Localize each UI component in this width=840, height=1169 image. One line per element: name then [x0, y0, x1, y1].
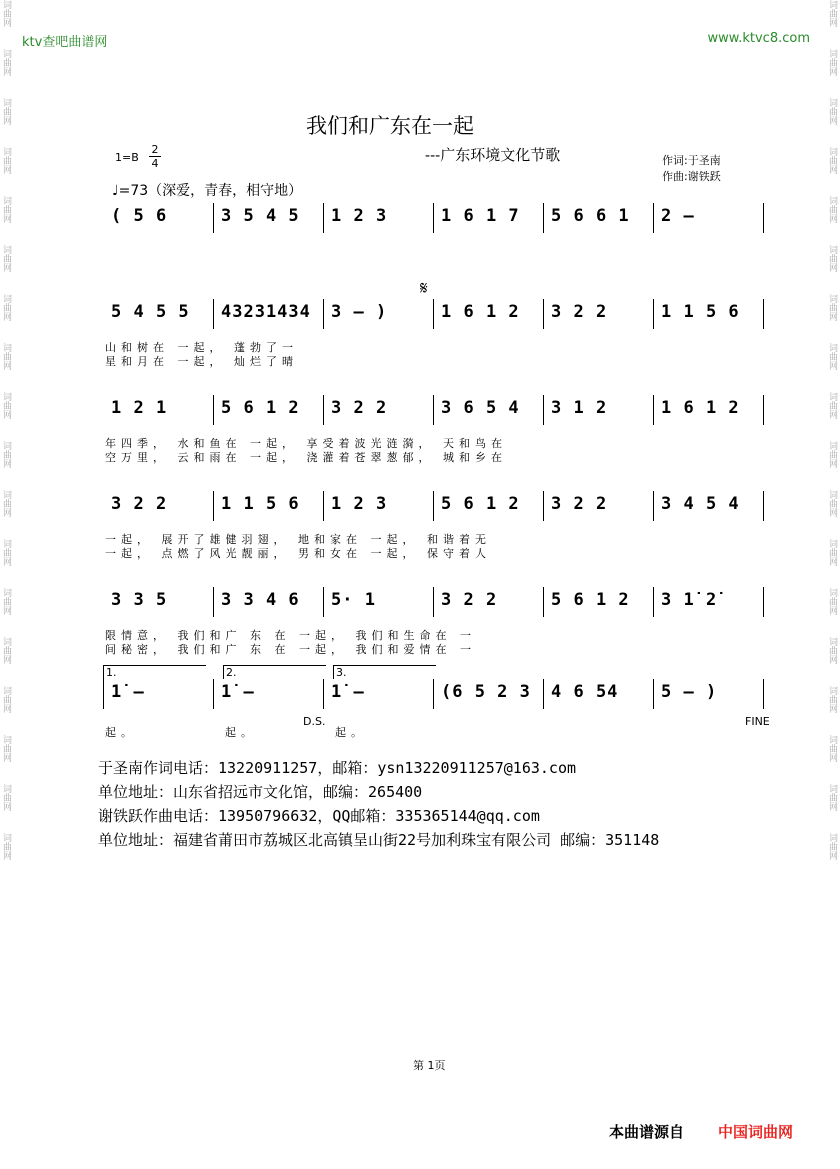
side-watermark-text: 词曲网 [827, 833, 837, 860]
measure: 43231434 [221, 302, 311, 322]
footer-brand-link[interactable]: 中国词曲网 [718, 1123, 794, 1141]
measure: 3 3 5 [111, 590, 168, 610]
barline [433, 395, 434, 425]
barline [213, 491, 214, 521]
side-watermark-text: 词曲网 [827, 735, 837, 762]
barline [433, 299, 434, 329]
barline [653, 299, 654, 329]
side-watermark-text: 词曲网 [827, 245, 837, 272]
measure: 3 4 5 4 [661, 494, 740, 514]
measure: 1̇ – [331, 682, 365, 702]
measure: 3 2 2 [551, 302, 608, 322]
barline [433, 679, 434, 709]
contact-line-4: 单位地址：福建省莆田市荔城区北高镇呈山街22号加利珠宝有限公司 邮编：351148 [98, 831, 660, 849]
side-watermark-text: 词曲网 [827, 490, 837, 517]
barline [103, 679, 104, 709]
quarter-note-icon: ♩ [112, 183, 119, 199]
side-watermark-text: 词曲网 [1, 245, 11, 272]
barline [763, 587, 764, 617]
side-watermark-text: 词曲网 [827, 588, 837, 615]
composer-credit: 作曲:谢铁跃 [662, 170, 721, 183]
measure: 1 2 3 [331, 494, 388, 514]
side-watermark-text: 词曲网 [827, 98, 837, 125]
measure: 1 6 1 2 [441, 302, 520, 322]
barline [323, 299, 324, 329]
barline [213, 203, 214, 233]
tempo-text: =73（深爱，青春，相守地） [118, 183, 303, 199]
site-name-header[interactable]: ktv查吧曲谱网 [22, 35, 108, 50]
side-watermark-text: 词曲网 [1, 196, 11, 223]
measure: 1 6 1 2 [661, 398, 740, 418]
lyric-line: 起。 [105, 726, 137, 739]
lyric-line: 起。 [335, 726, 367, 739]
barline [213, 679, 214, 709]
measure: (6 5 2 3 [441, 682, 531, 702]
measure: 3 2 2 [111, 494, 168, 514]
side-watermark-text: 词曲网 [827, 294, 837, 321]
measure: 1 2 3 [331, 206, 388, 226]
measure: 1̇ – [111, 682, 145, 702]
barline [323, 491, 324, 521]
side-watermark-text: 词曲网 [827, 49, 837, 76]
barline [323, 395, 324, 425]
barline [543, 299, 544, 329]
side-watermark-text: 词曲网 [1, 588, 11, 615]
side-watermark-text: 词曲网 [1, 98, 11, 125]
side-watermark-text: 词曲网 [1, 49, 11, 76]
measure: 3 – ) [331, 302, 388, 322]
lyric-line: 限情意， 我们和广 东 在 一起， 我们和生命在 一 [105, 629, 476, 642]
contact-line-2: 单位地址：山东省招远市文化馆，邮编：265400 [98, 783, 423, 801]
lyric-line: 年四季， 水和鱼在 一起， 享受着波光涟漪， 天和鸟在 [105, 437, 507, 450]
barline [323, 679, 324, 709]
measure: 3 1 2 [551, 398, 608, 418]
barline [763, 491, 764, 521]
side-watermark-text: 词曲网 [827, 539, 837, 566]
measure: ( 5 6 [111, 206, 168, 226]
side-watermark-text: 词曲网 [827, 196, 837, 223]
side-watermark-text: 词曲网 [827, 686, 837, 713]
side-watermark-text: 词曲网 [827, 637, 837, 664]
volta-bracket: 2. [223, 665, 326, 679]
barline [653, 679, 654, 709]
lyric-line: 山和树在 一起， 蓬勃了一 [105, 341, 298, 354]
side-watermark-text: 词曲网 [1, 833, 11, 860]
measure: 1 6 1 7 [441, 206, 520, 226]
key-signature: 1=B [115, 151, 139, 164]
time-signature [149, 143, 161, 170]
segno-icon: 𝄋 [420, 278, 428, 299]
barline [433, 491, 434, 521]
measure: 5· 1 [331, 590, 376, 610]
contact-line-3: 谢铁跃作曲电话：13950796632，QQ邮箱：335365144@qq.com [98, 807, 540, 825]
barline [653, 395, 654, 425]
site-url-header[interactable]: www.ktvc8.com [707, 31, 810, 46]
barline [543, 679, 544, 709]
barline [543, 203, 544, 233]
side-watermark-text: 词曲网 [827, 441, 837, 468]
barline [763, 395, 764, 425]
lyric-line: 一起， 点燃了风光靓丽， 男和女在 一起， 保守着人 [105, 547, 491, 560]
ds-marking: D.S. [303, 715, 326, 728]
volta-bracket: 1. [103, 665, 206, 679]
lyric-line: 星和月在 一起， 灿烂了晴 [105, 355, 298, 368]
measure: 3 2 2 [331, 398, 388, 418]
measure: 5 6 1 2 [441, 494, 520, 514]
side-watermark-text: 词曲网 [1, 0, 11, 27]
measure: 3 2 2 [551, 494, 608, 514]
page-number: 第 1页 [413, 1059, 446, 1072]
measure: 4 6 54 [551, 682, 619, 702]
side-watermark-text: 词曲网 [1, 147, 11, 174]
measure: 1 1 5 6 [661, 302, 740, 322]
fine-marking: FINE [745, 715, 770, 728]
side-watermark-text: 词曲网 [1, 490, 11, 517]
barline [213, 587, 214, 617]
barline [653, 491, 654, 521]
measure: 5 6 6 1 [551, 206, 630, 226]
measure: 5 6 1 2 [221, 398, 300, 418]
lyric-line: 起。 [225, 726, 257, 739]
side-watermark-text: 词曲网 [827, 784, 837, 811]
barline [543, 587, 544, 617]
side-watermark-text: 词曲网 [1, 735, 11, 762]
barline [653, 203, 654, 233]
barline [763, 299, 764, 329]
measure: 3 3 4 6 [221, 590, 300, 610]
barline [543, 395, 544, 425]
measure: 2 – [661, 206, 695, 226]
measure: 3 6 5 4 [441, 398, 520, 418]
barline [653, 587, 654, 617]
barline [433, 587, 434, 617]
song-title: 我们和广东在一起 [306, 114, 474, 138]
footer-source-label: 本曲谱源自 [609, 1123, 685, 1141]
measure: 5 6 1 2 [551, 590, 630, 610]
barline [213, 299, 214, 329]
measure: 1 2 1 [111, 398, 168, 418]
side-watermark-text: 词曲网 [1, 686, 11, 713]
measure: 1̇ – [221, 682, 255, 702]
measure: 3 1̇ 2̇ [661, 590, 718, 610]
measure: 3 2 2 [441, 590, 498, 610]
volta-bracket: 3. [333, 665, 436, 679]
tempo-marking [112, 180, 302, 200]
barline [323, 203, 324, 233]
side-watermark-text: 词曲网 [1, 637, 11, 664]
song-subtitle: ---广东环境文化节歌 [425, 146, 561, 164]
side-watermark-text: 词曲网 [1, 441, 11, 468]
lyric-line: 间秘密， 我们和广 东 在 一起， 我们和爱情在 一 [105, 643, 476, 656]
side-watermark-text: 词曲网 [1, 392, 11, 419]
side-watermark-text: 词曲网 [1, 539, 11, 566]
lyricist-credit: 作词:于圣南 [662, 154, 721, 167]
side-watermark-text: 词曲网 [1, 784, 11, 811]
barline [763, 203, 764, 233]
side-watermark-text: 词曲网 [1, 294, 11, 321]
right-watermark-strip [826, 0, 840, 1169]
barline [543, 491, 544, 521]
lyric-line: 一起， 展开了雄健羽翅， 地和家在 一起， 和谐着无 [105, 533, 491, 546]
measure: 5 – ) [661, 682, 718, 702]
side-watermark-text: 词曲网 [827, 147, 837, 174]
side-watermark-text: 词曲网 [1, 343, 11, 370]
left-watermark-strip [0, 0, 14, 1169]
barline [433, 203, 434, 233]
lyric-line: 空万里， 云和雨在 一起， 浇灌着苍翠葱郁， 城和乡在 [105, 451, 507, 464]
contact-line-1: 于圣南作词电话：13220911257，邮箱：ysn13220911257@163.com [98, 759, 577, 777]
barline [763, 679, 764, 709]
side-watermark-text: 词曲网 [827, 0, 837, 27]
measure: 3 5 4 5 [221, 206, 300, 226]
measure: 5 4 5 5 [111, 302, 190, 322]
measure: 1 1 5 6 [221, 494, 300, 514]
barline [323, 587, 324, 617]
time-signature-top: 2 [151, 143, 159, 156]
barline [213, 395, 214, 425]
side-watermark-text: 词曲网 [827, 343, 837, 370]
time-signature-bottom: 4 [149, 156, 161, 170]
side-watermark-text: 词曲网 [827, 392, 837, 419]
